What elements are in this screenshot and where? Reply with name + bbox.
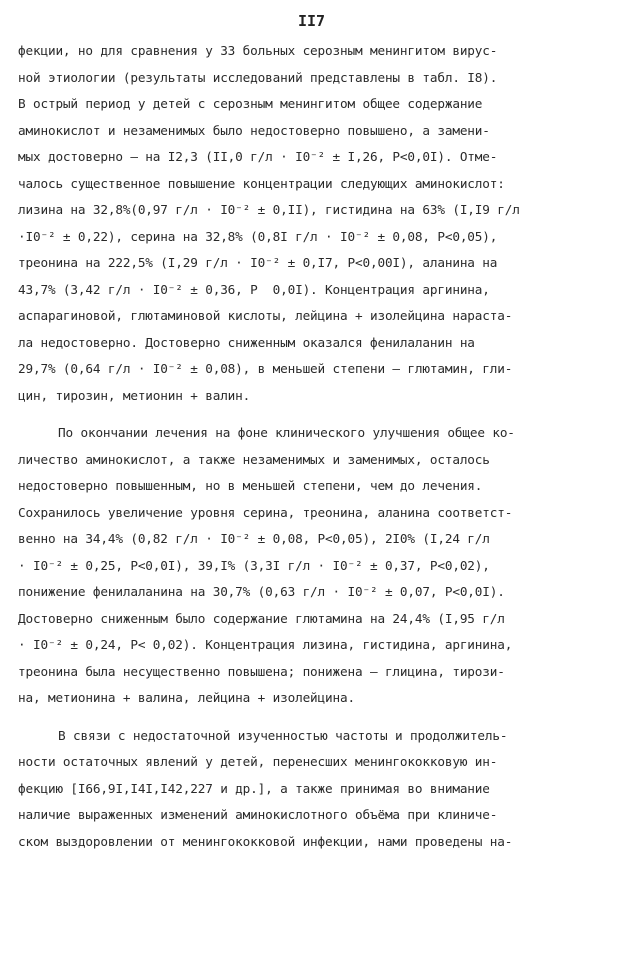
text-line: аспарагиновой, глютаминовой кислоты, лейцина + изолейцина нараста-: [18, 308, 513, 323]
text-line: лизина на 32,8%(0,97 г/л · I0⁻² ± 0,II), гистидина на 63% (I,I9 г/л: [18, 202, 520, 217]
paragraph-gap: [18, 712, 608, 723]
text-line: понижение фенилаланина на 30,7% (0,63 г/л · I0⁻² ± 0,07, P<0,0I).: [18, 584, 505, 599]
text-line: недостоверно повышенным, но в меньшей степени, чем до лечения.: [18, 478, 483, 493]
text-line: на, метионина + валина, лейцина + изолейцина.: [18, 690, 355, 705]
text-line: личество аминокислот, а также незаменимых и заменимых, осталось: [18, 451, 490, 467]
text-line: · I0⁻² ± 0,25, P<0,0I), 39,I% (3,3I г/л · I0⁻² ± 0,37, P<0,02),: [18, 557, 490, 573]
text-line: 43,7% (3,42 г/л · I0⁻² ± 0,36, P 0,0I). Концентрация аргинина,: [18, 281, 490, 297]
text-line: ности остаточных явлений у детей, перенесших менингококковую ин-: [18, 754, 498, 769]
text-line: ·I0⁻² ± 0,22), серина на 32,8% (0,8I г/л · I0⁻² ± 0,08, P<0,05),: [18, 228, 498, 244]
text-line: фекции, но для сравнения у 33 больных серозным менингитом вирус-: [18, 43, 498, 58]
text-line: В связи с недостаточной изученностью частоты и продолжитель-: [58, 727, 508, 743]
page-number: II7: [297, 12, 326, 30]
text-line: треонина была несущественно повышена; понижена – глицина, тирози-: [18, 663, 505, 679]
text-line: чалось существенное повышение концентрации следующих аминокислот:: [18, 175, 505, 191]
text-line: аминокислот и незаменимых было недостоверно повышено, а замени-: [18, 122, 490, 138]
paragraph-gap: [18, 409, 608, 420]
text-line: 29,7% (0,64 г/л · I0⁻² ± 0,08), в меньшей степени – глютамин, гли-: [18, 361, 513, 376]
text-line: венно на 34,4% (0,82 г/л · I0⁻² ± 0,08, P<0,05), 2I0% (I,24 г/л: [18, 531, 490, 546]
text-line: фекцию [I66,9I,I4I,I42,227 и др.], а также принимая во внимание: [18, 780, 490, 796]
text-line: треонина на 222,5% (I,29 г/л · I0⁻² ± 0,I7, P<0,00I), аланина на: [18, 255, 498, 270]
text-line: Сохранилось увеличение уровня серина, треонина, аланина соответст-: [18, 504, 513, 520]
text-line: цин, тирозин, метионин + валин.: [18, 387, 251, 403]
text-line: ла недостоверно. Достоверно сниженным оказался фенилаланин на: [18, 334, 475, 350]
text-line: По окончании лечения на фоне клинического улучшения общее ко-: [58, 425, 515, 440]
text-line: ском выздоровлении от менингококковой инфекции, нами проведены на-: [18, 833, 513, 849]
text-line: наличие выраженных изменений аминокислотного объёма при клиниче-: [18, 807, 498, 822]
body-text: [18, 38, 608, 855]
text-line: мых достоверно – на I2,3 (II,0 г/л · I0⁻² ± I,26, P<0,0I). Отме-: [18, 149, 498, 164]
text-line: ной этиологии (результаты исследований представлены в табл. I8).: [18, 69, 498, 85]
text-line: В острый период у детей с серозным менингитом общее содержание: [18, 96, 483, 111]
paragraph: [18, 420, 608, 712]
paragraph: [18, 723, 608, 856]
paragraph: [18, 38, 608, 409]
text-line: Достоверно сниженным было содержание глютамина на 24,4% (I,95 г/л: [18, 610, 505, 626]
text-line: · I0⁻² ± 0,24, P< 0,02). Концентрация лизина, гистидина, аргинина,: [18, 637, 513, 652]
